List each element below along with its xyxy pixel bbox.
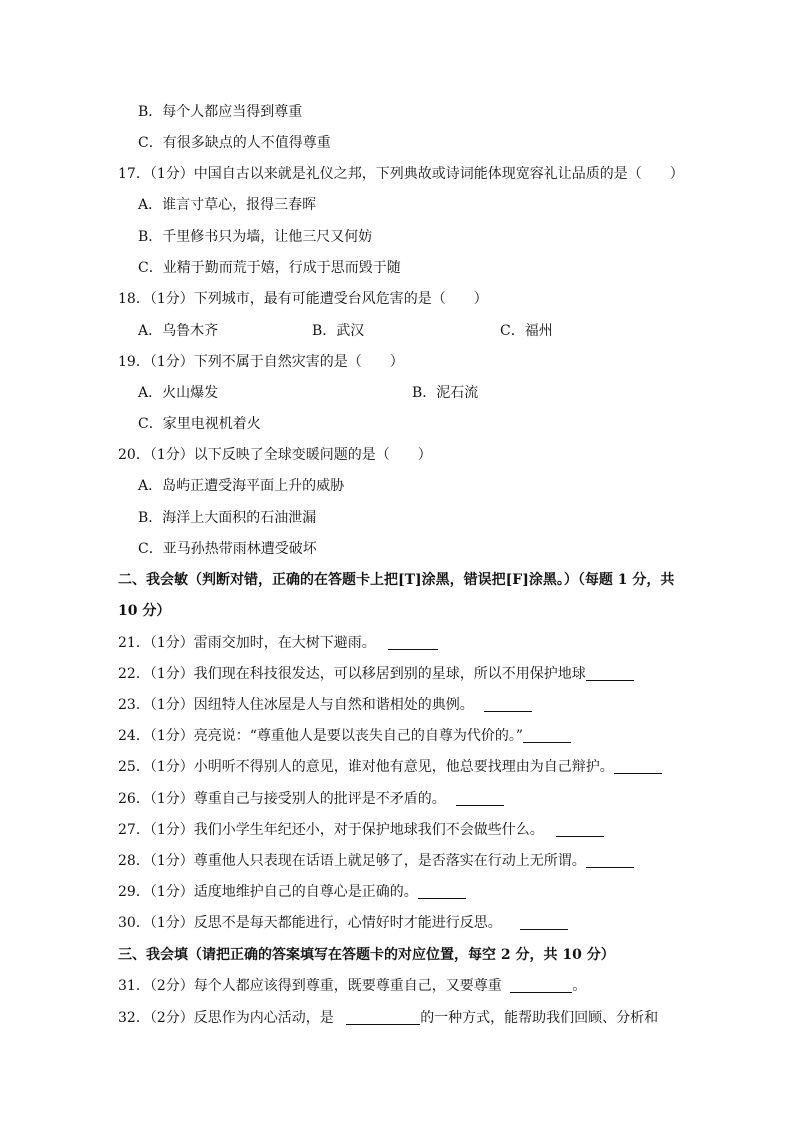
q17-option-a: A．谁言寸草心，报得三春晖	[138, 197, 317, 213]
q31-text-end: 。	[572, 978, 587, 994]
q21	[118, 634, 438, 652]
q28-answer-blank[interactable]	[586, 853, 634, 868]
q28-text: 28．（1分）尊重他人只表现在话语上就足够了，是否落实在行动上无所谓。	[118, 853, 586, 869]
q27	[118, 821, 604, 839]
q17-stem: 17．（1分）中国自古以来就是礼仪之邦，下列典故或诗词能体现宽容礼让品质的是（ ）	[118, 166, 684, 182]
q25	[118, 758, 662, 776]
q18-option-a: A．乌鲁木齐	[138, 323, 219, 339]
q19-option-b: B．泥石流	[412, 385, 479, 401]
q17-option-c: C．业精于勤而荒于嬉，行成于思而毁于随	[138, 260, 401, 276]
q20-stem: 20．（1分）以下反映了全球变暖问题的是（ ）	[118, 447, 432, 463]
q19-option-a: A．火山爆发	[138, 385, 219, 401]
q29	[118, 883, 466, 901]
q31-answer-blank[interactable]	[510, 978, 572, 993]
q22	[118, 665, 634, 683]
q23	[118, 696, 532, 714]
q23-answer-blank[interactable]	[484, 697, 532, 712]
q20-option-b: B．海洋上大面积的石油泄漏	[138, 510, 317, 526]
q27-text: 27．（1分）我们小学生年纪还小，对于保护地球我们不会做些什么。	[118, 822, 544, 838]
q30-text: 30．（1分）反思不是每天都能进行，心情好时才能进行反思。	[118, 915, 502, 931]
q25-text: 25．（1分）小明听不得别人的意见，谁对他有意见，他总要找理由为自己辩护。	[118, 759, 614, 775]
q20-option-a: A．岛屿正遭受海平面上升的威胁	[138, 478, 345, 494]
q28	[118, 852, 634, 870]
q23-text: 23．（1分）因纽特人住冰屋是人与自然和谐相处的典例。	[118, 697, 474, 713]
q17-option-b: B．千里修书只为墙，让他三尺又何妨	[138, 229, 373, 245]
q18-option-c: C．福州	[500, 323, 553, 339]
q20-option-c: C．亚马孙热带雨林遭受破坏	[138, 541, 317, 557]
q18-stem: 18．（1分）下列城市，最有可能遭受台风危害的是（ ）	[118, 291, 488, 307]
q16-option-c: C．有很多缺点的人不值得尊重	[138, 135, 331, 151]
q16-option-b: B．每个人都应当得到尊重	[138, 104, 303, 120]
section2-heading-line2: 10 分）	[118, 603, 171, 619]
q22-text: 22．（1分）我们现在科技很发达，可以移居到别的星球，所以不用保护地球	[118, 666, 586, 682]
q24-text: 24．（1分）亮亮说：“尊重他人是要以丧失自己的自尊为代价的。”	[118, 728, 524, 744]
q27-answer-blank[interactable]	[556, 822, 604, 837]
q32-text: 32．（2分）反思作为内心活动，是	[118, 1010, 334, 1026]
section2-heading-line1: 二、我会敏（判断对错，正确的在答题卡上把[T]涂黑，错误把[F]涂黑。）（每题 1 分，共	[118, 572, 675, 588]
q26-text: 26．（1分）尊重自己与接受别人的批评是不矛盾的。	[118, 791, 446, 807]
q29-answer-blank[interactable]	[418, 884, 466, 899]
q19-option-c: C．家里电视机着火	[138, 416, 261, 432]
q30	[118, 914, 568, 932]
q31	[118, 977, 586, 995]
section3-heading: 三、我会填（请把正确的答案填写在答题卡的对应位置，每空 2 分，共 10 分）	[118, 947, 615, 963]
q32-text-end: 的一种方式，能帮助我们回顾、分析和	[420, 1010, 659, 1026]
q32	[118, 1009, 658, 1027]
q19-stem: 19．（1分）下列不属于自然灾害的是（ ）	[118, 354, 404, 370]
q31-text: 31．（2分）每个人都应该得到尊重，既要尊重自己，又要尊重	[118, 978, 502, 994]
q30-answer-blank[interactable]	[520, 915, 568, 930]
q18-option-b: B．武汉	[312, 323, 365, 339]
q25-answer-blank[interactable]	[614, 759, 662, 774]
q21-text: 21．（1分）雷雨交加时，在大树下避雨。	[118, 635, 376, 651]
q22-answer-blank[interactable]	[586, 666, 634, 681]
q26	[118, 790, 504, 808]
q21-answer-blank[interactable]	[388, 635, 438, 650]
q32-answer-blank[interactable]	[346, 1010, 420, 1025]
q24-answer-blank[interactable]	[523, 728, 571, 743]
q29-text: 29．（1分）适度地维护自己的自尊心是正确的。	[118, 884, 418, 900]
q26-answer-blank[interactable]	[456, 791, 504, 806]
q24	[118, 727, 571, 745]
